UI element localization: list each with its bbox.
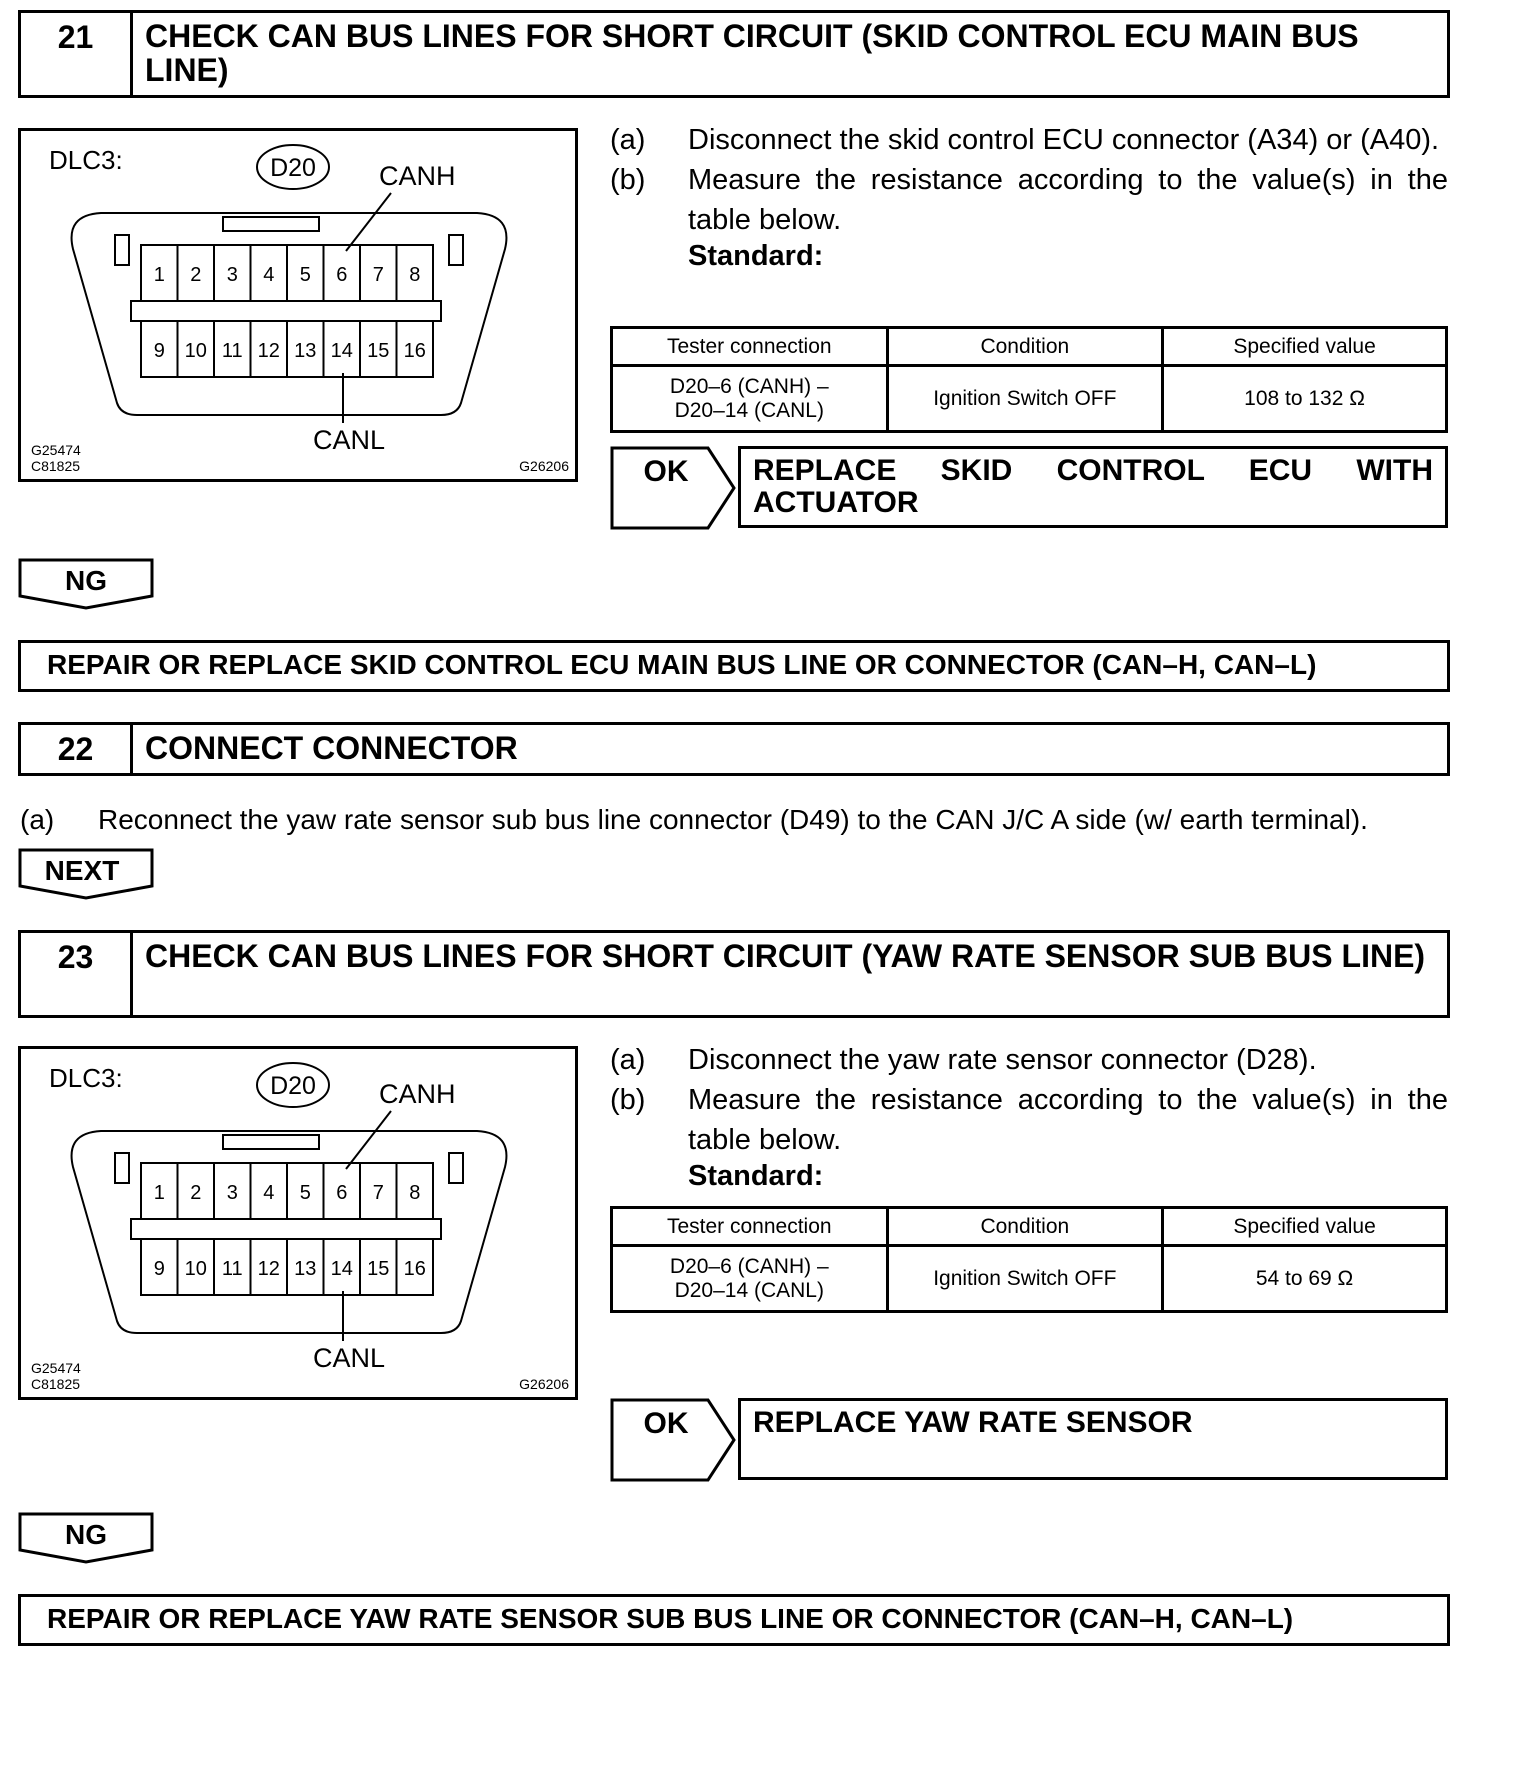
figure-ref: G26206	[519, 1376, 569, 1392]
pin-label: 13	[294, 340, 317, 362]
instruction-b: (b) Measure the resistance according to the value(s) in the table below.	[610, 1084, 1448, 1156]
ng-label: NG	[65, 1519, 107, 1550]
step-22-instruction: (a) Reconnect the yaw rate sensor sub bus line connector (D49) to the CAN J/C A side (w/ earth terminal).	[20, 804, 1368, 835]
figure-ref: G25474	[31, 442, 81, 458]
next-label: NEXT	[44, 855, 120, 886]
pin-label: 10	[184, 1258, 207, 1280]
ng-arrow-tag	[18, 1512, 154, 1564]
step-23-header	[18, 930, 1450, 1018]
canh-label: CANH	[379, 161, 456, 191]
table-cell-tester: D20–6 (CANH) – D20–14 (CANL)	[612, 1246, 888, 1312]
figure-ref: G25474	[31, 1360, 81, 1376]
col-header: Specified value	[1163, 328, 1447, 366]
col-header: Condition	[887, 1208, 1163, 1246]
pin-label: 10	[184, 340, 207, 362]
next-arrow-tag	[18, 848, 154, 900]
pin-label: 5	[299, 1182, 311, 1204]
pin-label: 12	[257, 340, 280, 362]
pin-label: 2	[190, 1182, 202, 1204]
step-21-header	[18, 10, 1450, 98]
ng-action: REPAIR OR REPLACE SKID CONTROL ECU MAIN BUS LINE OR CONNECTOR (CAN–H, CAN–L)	[18, 640, 1450, 692]
step-number: 22	[21, 725, 133, 773]
connector-id: D20	[270, 1072, 316, 1100]
connector-diagram	[21, 131, 575, 479]
pin-label: 15	[367, 1258, 390, 1280]
pin-label: 11	[221, 1258, 243, 1280]
pin-label: 15	[367, 340, 390, 362]
ok-arrow-tag	[610, 1398, 740, 1482]
pin-label: 6	[336, 1182, 348, 1204]
figure-ref: G26206	[519, 458, 569, 474]
pin-label: 7	[372, 264, 384, 286]
col-header: Tester connection	[612, 1208, 888, 1246]
pin-label: 16	[403, 340, 426, 362]
spec-table	[610, 1206, 1448, 1313]
dlc3-figure	[18, 1046, 578, 1400]
step-title: CHECK CAN BUS LINES FOR SHORT CIRCUIT (YAW RATE SENSOR SUB BUS LINE)	[145, 938, 1426, 974]
table-cell-tester: D20–6 (CANH) – D20–14 (CANL)	[612, 366, 888, 432]
step-title: CHECK CAN BUS LINES FOR SHORT CIRCUIT (SKID CONTROL ECU MAIN BUS LINE)	[145, 18, 1359, 88]
dlc3-figure	[18, 128, 578, 482]
figure-label: DLC3:	[49, 145, 123, 175]
step-title: CONNECT CONNECTOR	[145, 730, 518, 766]
step-number: 21	[21, 13, 133, 95]
standard-label: Standard:	[688, 1160, 824, 1192]
ok-arrow-tag	[610, 446, 740, 530]
pin-label: 2	[190, 264, 202, 286]
pin-label: 9	[153, 1258, 165, 1280]
pin-label: 11	[221, 340, 243, 362]
pin-label: 1	[153, 264, 165, 286]
canl-label: CANL	[312, 1343, 386, 1373]
ng-action: REPAIR OR REPLACE YAW RATE SENSOR SUB BUS LINE OR CONNECTOR (CAN–H, CAN–L)	[18, 1594, 1450, 1646]
instruction-a: (a) Disconnect the yaw rate sensor connector (D28).	[610, 1044, 1317, 1076]
step-22-header	[18, 722, 1450, 776]
connector-diagram	[21, 1049, 575, 1397]
step-number: 23	[21, 933, 133, 1015]
pin-label: 14	[330, 1258, 353, 1280]
instruction-b: (b) Measure the resistance according to the value(s) in the table below.	[610, 164, 1448, 236]
pin-label: 13	[294, 1258, 317, 1280]
pin-label: 9	[153, 340, 165, 362]
pin-label: 1	[153, 1182, 165, 1204]
table-cell-value: 108 to 132 Ω	[1163, 366, 1447, 432]
ng-label: NG	[65, 565, 107, 596]
table-cell-condition: Ignition Switch OFF	[887, 366, 1163, 432]
figure-ref: C81825	[31, 458, 81, 474]
col-header: Specified value	[1163, 1208, 1447, 1246]
step-21-instructions	[610, 120, 1448, 273]
pin-label: 4	[263, 1182, 275, 1204]
pin-label: 3	[226, 264, 238, 286]
pin-label: 14	[330, 340, 353, 362]
table-cell-condition: Ignition Switch OFF	[887, 1246, 1163, 1312]
pin-label: 16	[403, 1258, 426, 1280]
table-cell-value: 54 to 69 Ω	[1163, 1246, 1447, 1312]
instruction-a: (a) Disconnect the skid control ECU connector (A34) or (A40).	[610, 124, 1440, 156]
figure-ref: C81825	[31, 1376, 81, 1392]
col-header: Condition	[887, 328, 1163, 366]
figure-label: DLC3:	[49, 1063, 123, 1093]
ok-label: OK	[643, 1407, 689, 1440]
col-header: Tester connection	[612, 328, 888, 366]
canl-label: CANL	[312, 425, 386, 455]
pin-label: 6	[336, 264, 348, 286]
ok-action: REPLACE YAW RATE SENSOR	[738, 1398, 1448, 1480]
pin-label: 4	[263, 264, 275, 286]
pin-label: 12	[257, 1258, 280, 1280]
spec-table	[610, 326, 1448, 433]
connector-id: D20	[270, 154, 316, 182]
ok-action: REPLACE SKID CONTROL ECU WITH ACTUATOR	[738, 446, 1448, 528]
pin-label: 8	[409, 1182, 421, 1204]
standard-label: Standard:	[688, 240, 824, 272]
pin-label: 3	[226, 1182, 238, 1204]
ng-arrow-tag	[18, 558, 154, 610]
ok-label: OK	[643, 455, 689, 488]
step-23-instructions	[610, 1040, 1448, 1193]
canh-label: CANH	[379, 1079, 456, 1109]
pin-label: 7	[372, 1182, 384, 1204]
pin-label: 8	[409, 264, 421, 286]
pin-label: 5	[299, 264, 311, 286]
